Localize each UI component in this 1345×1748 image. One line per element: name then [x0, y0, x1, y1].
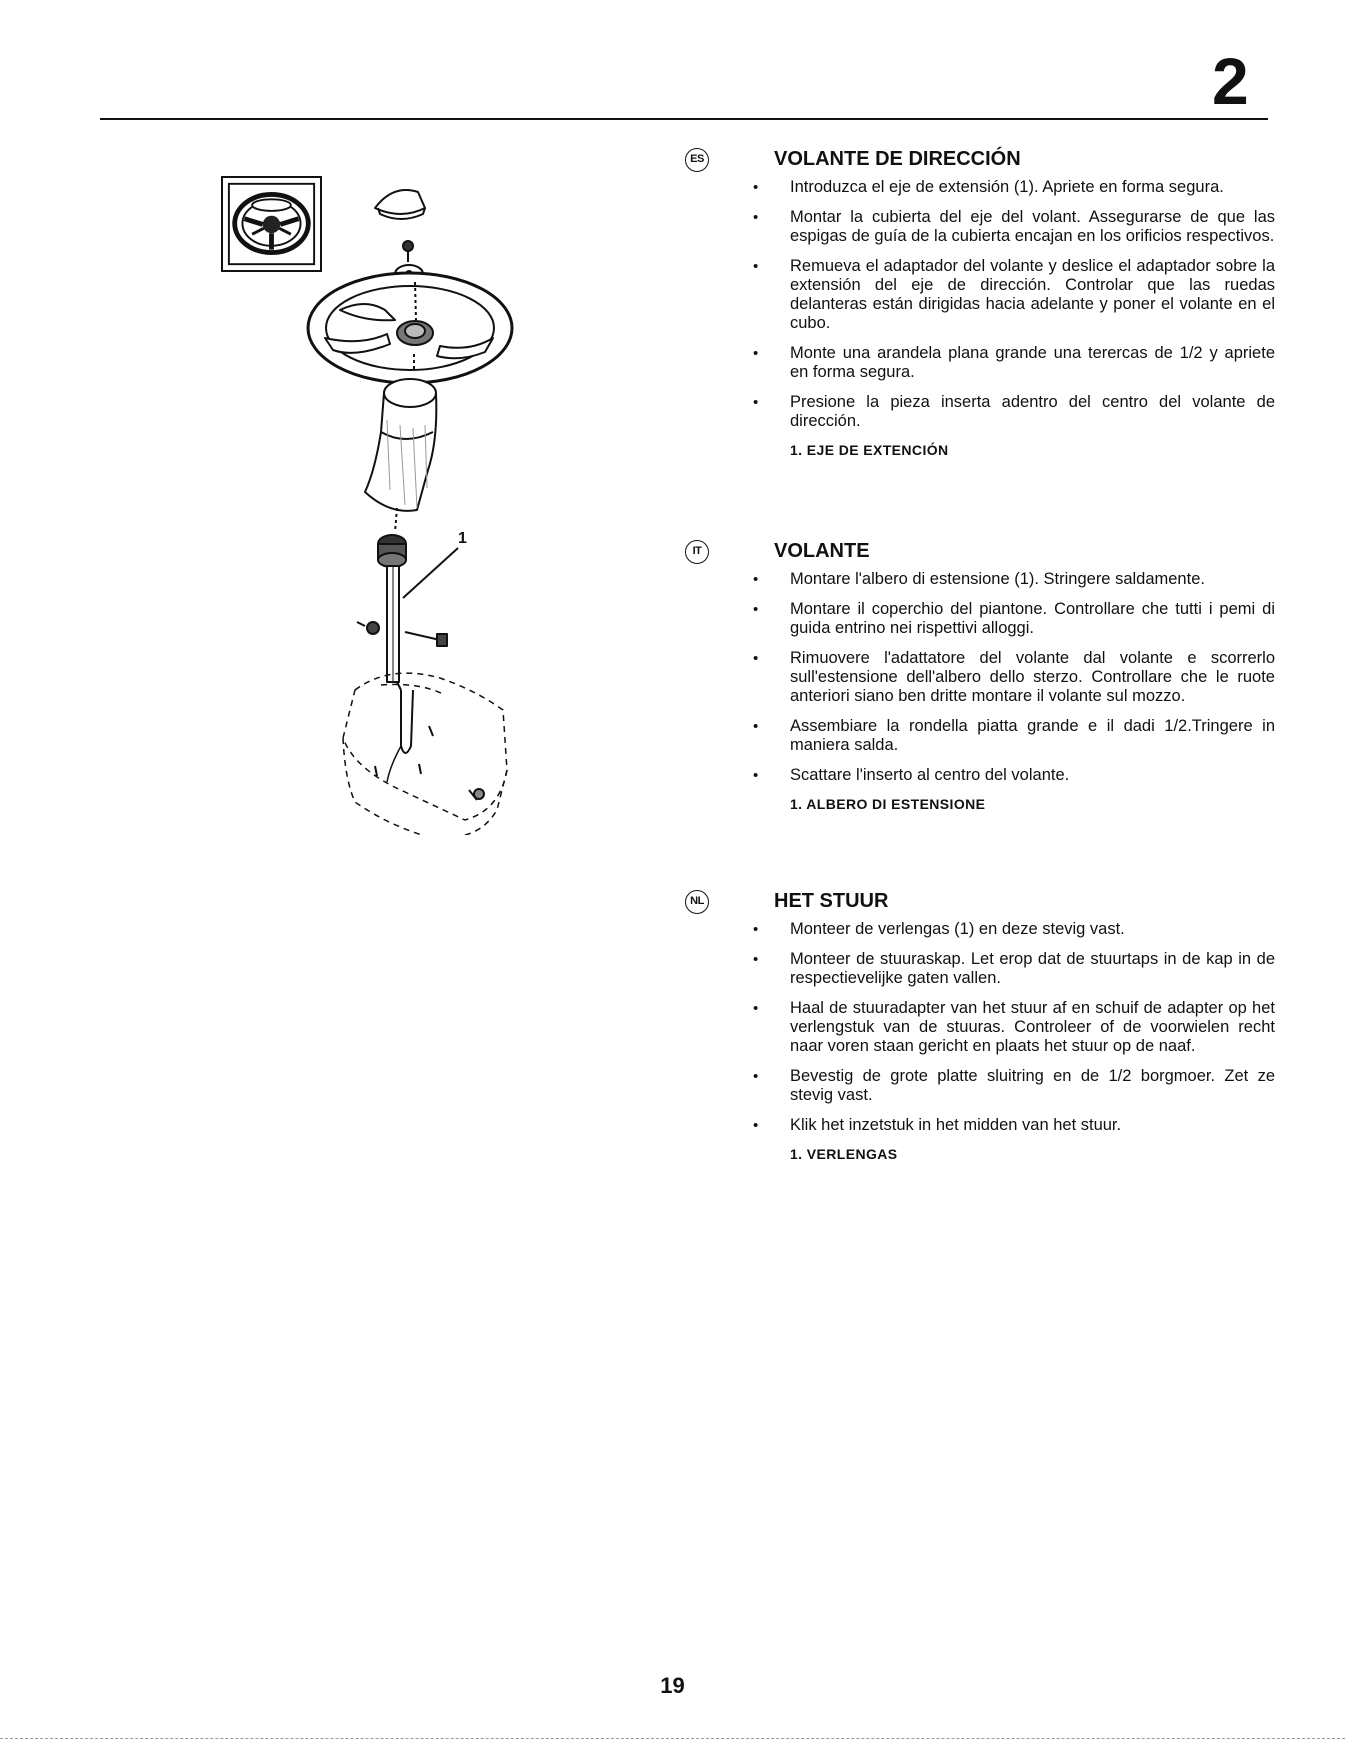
chapter-number: 2 — [1212, 44, 1247, 118]
step-item: • Monteer de verlengas (1) en deze stevig vast. — [715, 920, 1275, 939]
section-es — [690, 146, 1275, 458]
step-item: • Montar la cubierta del eje del volant. Assegurarse de que las espigas de guía de la cubierta encajan en los orificios respectivos. — [715, 208, 1275, 246]
section-title-it: VOLANTE — [774, 540, 870, 562]
step-item: • Bevestig de grote platte sluitring en de 1/2 borgmoer. Zet ze stevig vast. — [715, 1067, 1275, 1105]
illustration-callout-1: 1 — [458, 530, 467, 547]
header-rule — [100, 118, 1268, 120]
steering-assembly-illustration — [215, 170, 570, 835]
steps-list-es — [715, 178, 1275, 431]
language-badge-es: ES — [685, 148, 709, 172]
step-item: • Monte una arandela plana grande una terercas de 1/2 y apriete en forma segura. — [715, 344, 1275, 382]
section-title-nl: HET STUUR — [774, 890, 889, 912]
bottom-rule — [0, 1738, 1345, 1739]
step-item: • Scattare l'inserto al centro del volante. — [715, 766, 1275, 785]
part-label-nl: 1. VERLENGAS — [790, 1146, 898, 1162]
step-item: • Rimuovere l'adattatore del volante dal volante e scorrerlo sull'estensione dell'albero dello sterzo. Controllare che le ruote anteriori siano ben dritte montare il volante sul mozzo. — [715, 649, 1275, 706]
step-item: • Presione la pieza inserta adentro del centro del volante de dirección. — [715, 393, 1275, 431]
step-item: • Introduzca el eje de extensión (1). Apriete en forma segura. — [715, 178, 1275, 197]
page-number: 19 — [660, 1673, 685, 1698]
section-nl — [690, 888, 1275, 1162]
steps-list-it — [715, 570, 1275, 785]
steps-list-nl — [715, 920, 1275, 1135]
step-item: • Remueva el adaptador del volante y deslice el adaptador sobre la extensión del eje de dirección. Controlar que las ruedas delanteras están dirigidas hacia adelante y poner el volante en el cubo. — [715, 257, 1275, 333]
step-item: • Assembiare la rondella piatta grande e il dadi 1/2.Tringere in maniera salda. — [715, 717, 1275, 755]
language-badge-nl: NL — [685, 890, 709, 914]
part-label-es: 1. EJE DE EXTENCIÓN — [790, 442, 949, 458]
part-label-it: 1. ALBERO DI ESTENSIONE — [790, 796, 986, 812]
step-item: • Montare l'albero di estensione (1). Stringere saldamente. — [715, 570, 1275, 589]
section-it — [692, 538, 1275, 812]
step-item: • Klik het inzetstuk in het midden van het stuur. — [715, 1116, 1275, 1135]
section-title-es: VOLANTE DE DIRECCIÓN — [774, 148, 1021, 170]
language-badge-it: IT — [685, 540, 709, 564]
step-item: • Haal de stuuradapter van het stuur af en schuif de adapter op het verlengstuk van de stuuras. Controleer of de voorwielen recht naar voren staan gericht en plaats het stuur op de naaf. — [715, 999, 1275, 1056]
step-item: • Monteer de stuuraskap. Let erop dat de stuurtaps in de kap in de respectievelijke gaten vallen. — [715, 950, 1275, 988]
step-item: • Montare il coperchio del piantone. Controllare che tutti i pemi di guida entrino nei rispettivi alloggi. — [715, 600, 1275, 638]
